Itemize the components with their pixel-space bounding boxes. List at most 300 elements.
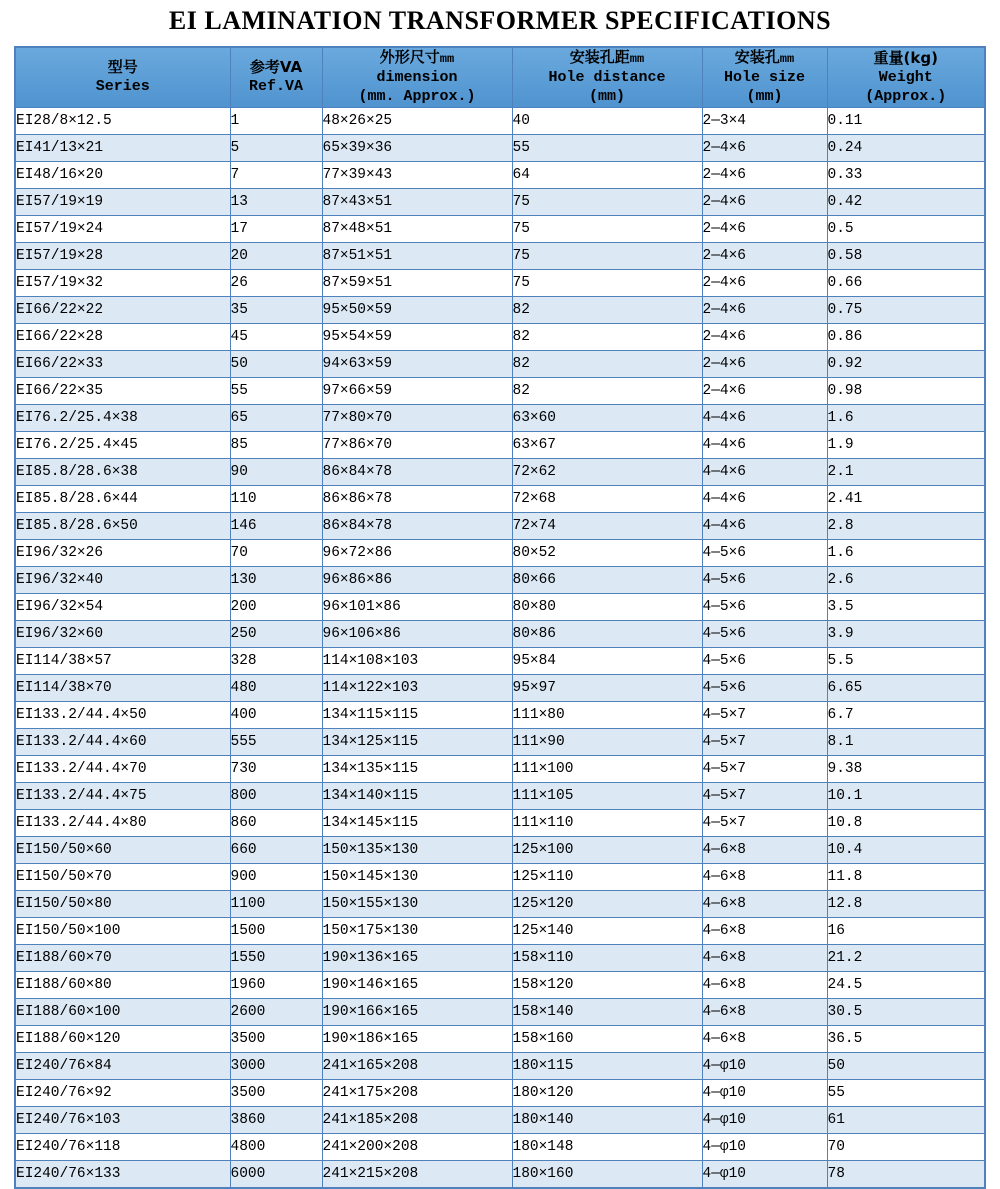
cell-hole-distance: 80×66 [512, 566, 702, 593]
cell-dimension: 241×215×208 [322, 1160, 512, 1188]
cell-hole-size: 4—6×8 [702, 1025, 827, 1052]
cell-hole-distance: 95×84 [512, 647, 702, 674]
cell-weight: 6.65 [827, 674, 985, 701]
cell-series: EI66/22×28 [15, 323, 230, 350]
cell-series: EI133.2/44.4×60 [15, 728, 230, 755]
cell-series: EI76.2/25.4×45 [15, 431, 230, 458]
cell-weight: 10.1 [827, 782, 985, 809]
cell-weight: 2.41 [827, 485, 985, 512]
cell-weight: 0.24 [827, 134, 985, 161]
cell-ref-va: 4800 [230, 1133, 322, 1160]
cell-hole-distance: 95×97 [512, 674, 702, 701]
table-row [15, 1160, 985, 1188]
column-header-hole-size-en: Hole size [723, 69, 805, 87]
cell-hole-distance: 75 [512, 215, 702, 242]
cell-hole-size: 4—6×8 [702, 890, 827, 917]
cell-ref-va: 900 [230, 863, 322, 890]
table-row [15, 971, 985, 998]
column-header-ref-va-cn: 参考VA [249, 58, 303, 77]
cell-series: EI240/76×84 [15, 1052, 230, 1079]
cell-ref-va: 480 [230, 674, 322, 701]
cell-hole-size: 2—4×6 [702, 188, 827, 215]
cell-hole-size: 4—5×6 [702, 620, 827, 647]
cell-ref-va: 1 [230, 107, 322, 134]
cell-hole-distance: 72×68 [512, 485, 702, 512]
cell-ref-va: 2600 [230, 998, 322, 1025]
cell-hole-size: 4—6×8 [702, 944, 827, 971]
cell-hole-distance: 72×62 [512, 458, 702, 485]
table-row [15, 539, 985, 566]
cell-weight: 0.92 [827, 350, 985, 377]
cell-dimension: 114×108×103 [322, 647, 512, 674]
cell-series: EI150/50×100 [15, 917, 230, 944]
cell-series: EI114/38×70 [15, 674, 230, 701]
cell-hole-size: 2—4×6 [702, 323, 827, 350]
cell-hole-distance: 75 [512, 269, 702, 296]
cell-ref-va: 35 [230, 296, 322, 323]
table-row [15, 134, 985, 161]
table-row [15, 1025, 985, 1052]
cell-dimension: 96×101×86 [322, 593, 512, 620]
cell-hole-size: 4—6×8 [702, 917, 827, 944]
specifications-table [14, 46, 986, 1189]
cell-dimension: 96×106×86 [322, 620, 512, 647]
cell-dimension: 241×200×208 [322, 1133, 512, 1160]
cell-hole-distance: 180×160 [512, 1160, 702, 1188]
cell-hole-size: 2—4×6 [702, 350, 827, 377]
column-header-hole-size-cn-unit: mm [779, 52, 795, 66]
cell-ref-va: 200 [230, 593, 322, 620]
cell-ref-va: 1550 [230, 944, 322, 971]
column-header-weight-en: Weight [878, 68, 933, 86]
cell-dimension: 114×122×103 [322, 674, 512, 701]
table-row [15, 188, 985, 215]
cell-ref-va: 555 [230, 728, 322, 755]
cell-dimension: 87×43×51 [322, 188, 512, 215]
cell-hole-size: 4—4×6 [702, 431, 827, 458]
column-header-dimension [322, 47, 512, 107]
cell-hole-distance: 72×74 [512, 512, 702, 539]
cell-ref-va: 250 [230, 620, 322, 647]
cell-dimension: 190×166×165 [322, 998, 512, 1025]
cell-ref-va: 660 [230, 836, 322, 863]
cell-hole-size: 4—φ10 [702, 1106, 827, 1133]
cell-ref-va: 45 [230, 323, 322, 350]
cell-weight: 12.8 [827, 890, 985, 917]
cell-series: EI57/19×19 [15, 188, 230, 215]
column-header-hole-distance [512, 47, 702, 107]
cell-weight: 1.6 [827, 539, 985, 566]
cell-weight: 0.33 [827, 161, 985, 188]
cell-ref-va: 3500 [230, 1025, 322, 1052]
cell-weight: 30.5 [827, 998, 985, 1025]
cell-series: EI150/50×60 [15, 836, 230, 863]
cell-hole-size: 2—4×6 [702, 296, 827, 323]
cell-hole-size: 4—5×6 [702, 674, 827, 701]
column-header-hole-size-cn-line [703, 48, 827, 68]
cell-ref-va: 26 [230, 269, 322, 296]
cell-series: EI96/32×60 [15, 620, 230, 647]
cell-hole-size: 4—6×8 [702, 971, 827, 998]
column-header-ref-va-en: Ref.VA [248, 78, 303, 96]
cell-series: EI240/76×103 [15, 1106, 230, 1133]
cell-series: EI48/16×20 [15, 161, 230, 188]
cell-weight: 8.1 [827, 728, 985, 755]
cell-hole-size: 4—5×7 [702, 782, 827, 809]
cell-ref-va: 17 [230, 215, 322, 242]
table-row [15, 350, 985, 377]
cell-hole-distance: 111×110 [512, 809, 702, 836]
cell-ref-va: 7 [230, 161, 322, 188]
cell-weight: 9.38 [827, 755, 985, 782]
cell-dimension: 94×63×59 [322, 350, 512, 377]
cell-hole-size: 2—4×6 [702, 269, 827, 296]
cell-dimension: 241×175×208 [322, 1079, 512, 1106]
cell-hole-distance: 180×120 [512, 1079, 702, 1106]
column-header-hole-distance-cn: 安装孔距 [569, 48, 630, 66]
column-header-hole-distance-unit: (mm) [588, 88, 625, 106]
table-row [15, 620, 985, 647]
table-row [15, 809, 985, 836]
cell-hole-size: 4—5×7 [702, 728, 827, 755]
cell-weight: 1.6 [827, 404, 985, 431]
cell-hole-distance: 75 [512, 188, 702, 215]
cell-hole-distance: 111×105 [512, 782, 702, 809]
table-row [15, 998, 985, 1025]
cell-dimension: 77×80×70 [322, 404, 512, 431]
cell-ref-va: 90 [230, 458, 322, 485]
cell-ref-va: 1500 [230, 917, 322, 944]
table-row [15, 242, 985, 269]
cell-series: EI188/60×80 [15, 971, 230, 998]
cell-dimension: 190×146×165 [322, 971, 512, 998]
cell-hole-distance: 64 [512, 161, 702, 188]
cell-hole-distance: 40 [512, 107, 702, 134]
cell-hole-distance: 111×80 [512, 701, 702, 728]
cell-hole-distance: 63×67 [512, 431, 702, 458]
cell-weight: 2.1 [827, 458, 985, 485]
cell-hole-size: 4—5×6 [702, 647, 827, 674]
table-row [15, 431, 985, 458]
cell-weight: 50 [827, 1052, 985, 1079]
cell-hole-size: 4—5×6 [702, 566, 827, 593]
cell-hole-size: 4—φ10 [702, 1079, 827, 1106]
cell-dimension: 134×135×115 [322, 755, 512, 782]
cell-weight: 0.66 [827, 269, 985, 296]
cell-hole-size: 2—4×6 [702, 377, 827, 404]
cell-dimension: 86×84×78 [322, 512, 512, 539]
table-row [15, 728, 985, 755]
cell-ref-va: 400 [230, 701, 322, 728]
cell-weight: 16 [827, 917, 985, 944]
cell-weight: 10.8 [827, 809, 985, 836]
cell-hole-size: 4—6×8 [702, 863, 827, 890]
table-row [15, 701, 985, 728]
cell-ref-va: 6000 [230, 1160, 322, 1188]
cell-series: EI114/38×57 [15, 647, 230, 674]
cell-hole-distance: 158×110 [512, 944, 702, 971]
cell-series: EI133.2/44.4×80 [15, 809, 230, 836]
table-row [15, 1133, 985, 1160]
cell-series: EI66/22×22 [15, 296, 230, 323]
table-row [15, 377, 985, 404]
cell-series: EI188/60×120 [15, 1025, 230, 1052]
cell-weight: 61 [827, 1106, 985, 1133]
cell-dimension: 134×115×115 [322, 701, 512, 728]
table-row [15, 647, 985, 674]
cell-hole-distance: 63×60 [512, 404, 702, 431]
cell-ref-va: 860 [230, 809, 322, 836]
cell-hole-distance: 180×140 [512, 1106, 702, 1133]
cell-hole-distance: 125×140 [512, 917, 702, 944]
cell-series: EI28/8×12.5 [15, 107, 230, 134]
cell-hole-size: 4—4×6 [702, 458, 827, 485]
cell-ref-va: 800 [230, 782, 322, 809]
cell-ref-va: 50 [230, 350, 322, 377]
cell-ref-va: 3000 [230, 1052, 322, 1079]
table-row [15, 593, 985, 620]
column-header-hole-size-cn: 安装孔 [734, 48, 780, 66]
cell-series: EI240/76×118 [15, 1133, 230, 1160]
cell-dimension: 77×86×70 [322, 431, 512, 458]
column-header-hole-size [702, 47, 827, 107]
cell-hole-size: 4—5×7 [702, 701, 827, 728]
cell-hole-size: 2—4×6 [702, 134, 827, 161]
cell-ref-va: 55 [230, 377, 322, 404]
column-header-dimension-cn-line [323, 48, 512, 68]
cell-hole-distance: 82 [512, 350, 702, 377]
cell-weight: 10.4 [827, 836, 985, 863]
table-row [15, 512, 985, 539]
cell-hole-distance: 80×52 [512, 539, 702, 566]
table-row [15, 1079, 985, 1106]
cell-dimension: 77×39×43 [322, 161, 512, 188]
table-row [15, 485, 985, 512]
cell-weight: 3.9 [827, 620, 985, 647]
cell-weight: 0.58 [827, 242, 985, 269]
cell-dimension: 87×59×51 [322, 269, 512, 296]
cell-hole-distance: 55 [512, 134, 702, 161]
cell-hole-size: 2—3×4 [702, 107, 827, 134]
cell-hole-size: 4—φ10 [702, 1160, 827, 1188]
cell-dimension: 150×155×130 [322, 890, 512, 917]
cell-series: EI57/19×28 [15, 242, 230, 269]
cell-hole-size: 4—5×7 [702, 809, 827, 836]
table-row [15, 107, 985, 134]
column-header-hole-size-unit: (mm) [746, 88, 783, 106]
cell-hole-distance: 125×120 [512, 890, 702, 917]
cell-hole-distance: 82 [512, 377, 702, 404]
cell-ref-va: 146 [230, 512, 322, 539]
cell-series: EI66/22×33 [15, 350, 230, 377]
column-header-hole-distance-cn-line [513, 48, 702, 68]
cell-hole-distance: 111×100 [512, 755, 702, 782]
cell-series: EI85.8/28.6×38 [15, 458, 230, 485]
column-header-weight [827, 47, 985, 107]
cell-hole-distance: 180×115 [512, 1052, 702, 1079]
column-header-weight-unit: (Approx.) [865, 87, 947, 105]
cell-hole-distance: 80×80 [512, 593, 702, 620]
column-header-dimension-en: dimension [376, 69, 458, 87]
cell-weight: 0.98 [827, 377, 985, 404]
cell-dimension: 95×54×59 [322, 323, 512, 350]
cell-weight: 36.5 [827, 1025, 985, 1052]
cell-series: EI240/76×133 [15, 1160, 230, 1188]
cell-ref-va: 65 [230, 404, 322, 431]
cell-series: EI57/19×24 [15, 215, 230, 242]
table-row [15, 1106, 985, 1133]
table-row [15, 161, 985, 188]
cell-hole-distance: 82 [512, 296, 702, 323]
cell-hole-size: 4—4×6 [702, 404, 827, 431]
cell-dimension: 87×51×51 [322, 242, 512, 269]
cell-hole-size: 2—4×6 [702, 161, 827, 188]
cell-weight: 1.9 [827, 431, 985, 458]
cell-ref-va: 70 [230, 539, 322, 566]
cell-hole-distance: 80×86 [512, 620, 702, 647]
column-header-hole-distance-cn-unit: mm [629, 52, 645, 66]
cell-hole-distance: 82 [512, 323, 702, 350]
cell-hole-size: 4—4×6 [702, 485, 827, 512]
table-row [15, 323, 985, 350]
cell-dimension: 190×136×165 [322, 944, 512, 971]
cell-series: EI66/22×35 [15, 377, 230, 404]
cell-series: EI96/32×40 [15, 566, 230, 593]
table-row [15, 836, 985, 863]
table-row [15, 296, 985, 323]
table-header [15, 47, 985, 107]
cell-weight: 0.11 [827, 107, 985, 134]
cell-series: EI85.8/28.6×50 [15, 512, 230, 539]
table-header-row [15, 47, 985, 107]
cell-series: EI85.8/28.6×44 [15, 485, 230, 512]
cell-dimension: 87×48×51 [322, 215, 512, 242]
cell-dimension: 95×50×59 [322, 296, 512, 323]
cell-hole-distance: 111×90 [512, 728, 702, 755]
cell-series: EI133.2/44.4×75 [15, 782, 230, 809]
cell-weight: 3.5 [827, 593, 985, 620]
column-header-series [15, 47, 230, 107]
cell-weight: 2.6 [827, 566, 985, 593]
column-header-series-cn: 型号 [107, 58, 138, 77]
cell-ref-va: 328 [230, 647, 322, 674]
cell-ref-va: 13 [230, 188, 322, 215]
cell-hole-size: 4—4×6 [702, 512, 827, 539]
cell-series: EI150/50×70 [15, 863, 230, 890]
column-header-dimension-cn: 外形尺寸 [379, 48, 440, 66]
table-row [15, 755, 985, 782]
cell-dimension: 150×135×130 [322, 836, 512, 863]
cell-series: EI188/60×70 [15, 944, 230, 971]
cell-dimension: 134×145×115 [322, 809, 512, 836]
cell-series: EI188/60×100 [15, 998, 230, 1025]
column-header-dimension-unit: (mm. Approx.) [358, 88, 476, 106]
cell-dimension: 65×39×36 [322, 134, 512, 161]
cell-dimension: 134×125×115 [322, 728, 512, 755]
table-row [15, 890, 985, 917]
cell-dimension: 190×186×165 [322, 1025, 512, 1052]
cell-hole-distance: 158×140 [512, 998, 702, 1025]
cell-hole-size: 4—φ10 [702, 1052, 827, 1079]
table-row [15, 215, 985, 242]
cell-ref-va: 5 [230, 134, 322, 161]
cell-weight: 5.5 [827, 647, 985, 674]
cell-weight: 0.42 [827, 188, 985, 215]
cell-weight: 21.2 [827, 944, 985, 971]
cell-ref-va: 130 [230, 566, 322, 593]
cell-ref-va: 1960 [230, 971, 322, 998]
cell-hole-size: 2—4×6 [702, 242, 827, 269]
cell-weight: 70 [827, 1133, 985, 1160]
column-header-dimension-cn-unit: mm [439, 52, 455, 66]
cell-series: EI133.2/44.4×70 [15, 755, 230, 782]
cell-dimension: 97×66×59 [322, 377, 512, 404]
cell-hole-size: 4—6×8 [702, 836, 827, 863]
cell-series: EI133.2/44.4×50 [15, 701, 230, 728]
cell-series: EI240/76×92 [15, 1079, 230, 1106]
column-header-hole-distance-en: Hole distance [548, 69, 666, 87]
table-row [15, 863, 985, 890]
cell-weight: 55 [827, 1079, 985, 1106]
table-row [15, 1052, 985, 1079]
table-row [15, 458, 985, 485]
page-title: EI LAMINATION TRANSFORMER SPECIFICATIONS [168, 6, 832, 35]
table-body [15, 107, 985, 1188]
table-row [15, 566, 985, 593]
cell-series: EI150/50×80 [15, 890, 230, 917]
cell-ref-va: 730 [230, 755, 322, 782]
cell-dimension: 86×84×78 [322, 458, 512, 485]
cell-dimension: 96×86×86 [322, 566, 512, 593]
table-row [15, 674, 985, 701]
cell-series: EI96/32×54 [15, 593, 230, 620]
cell-weight: 6.7 [827, 701, 985, 728]
cell-dimension: 134×140×115 [322, 782, 512, 809]
column-header-weight-cn: 重量(kg) [873, 48, 938, 67]
cell-weight: 24.5 [827, 971, 985, 998]
cell-hole-distance: 75 [512, 242, 702, 269]
cell-weight: 2.8 [827, 512, 985, 539]
cell-weight: 11.8 [827, 863, 985, 890]
cell-hole-size: 4—6×8 [702, 998, 827, 1025]
cell-ref-va: 110 [230, 485, 322, 512]
cell-weight: 0.86 [827, 323, 985, 350]
column-header-ref-va [230, 47, 322, 107]
cell-dimension: 48×26×25 [322, 107, 512, 134]
cell-hole-size: 2—4×6 [702, 215, 827, 242]
table-row [15, 782, 985, 809]
column-header-series-en: Series [95, 78, 150, 96]
cell-hole-size: 4—φ10 [702, 1133, 827, 1160]
cell-dimension: 96×72×86 [322, 539, 512, 566]
table-row [15, 404, 985, 431]
cell-ref-va: 85 [230, 431, 322, 458]
table-row [15, 917, 985, 944]
cell-hole-size: 4—5×6 [702, 593, 827, 620]
cell-hole-distance: 158×160 [512, 1025, 702, 1052]
cell-series: EI41/13×21 [15, 134, 230, 161]
cell-hole-distance: 158×120 [512, 971, 702, 998]
cell-dimension: 86×86×78 [322, 485, 512, 512]
table-row [15, 944, 985, 971]
cell-hole-distance: 125×100 [512, 836, 702, 863]
cell-ref-va: 3500 [230, 1079, 322, 1106]
cell-weight: 0.75 [827, 296, 985, 323]
cell-hole-size: 4—5×7 [702, 755, 827, 782]
cell-series: EI76.2/25.4×38 [15, 404, 230, 431]
cell-dimension: 241×185×208 [322, 1106, 512, 1133]
cell-hole-distance: 125×110 [512, 863, 702, 890]
